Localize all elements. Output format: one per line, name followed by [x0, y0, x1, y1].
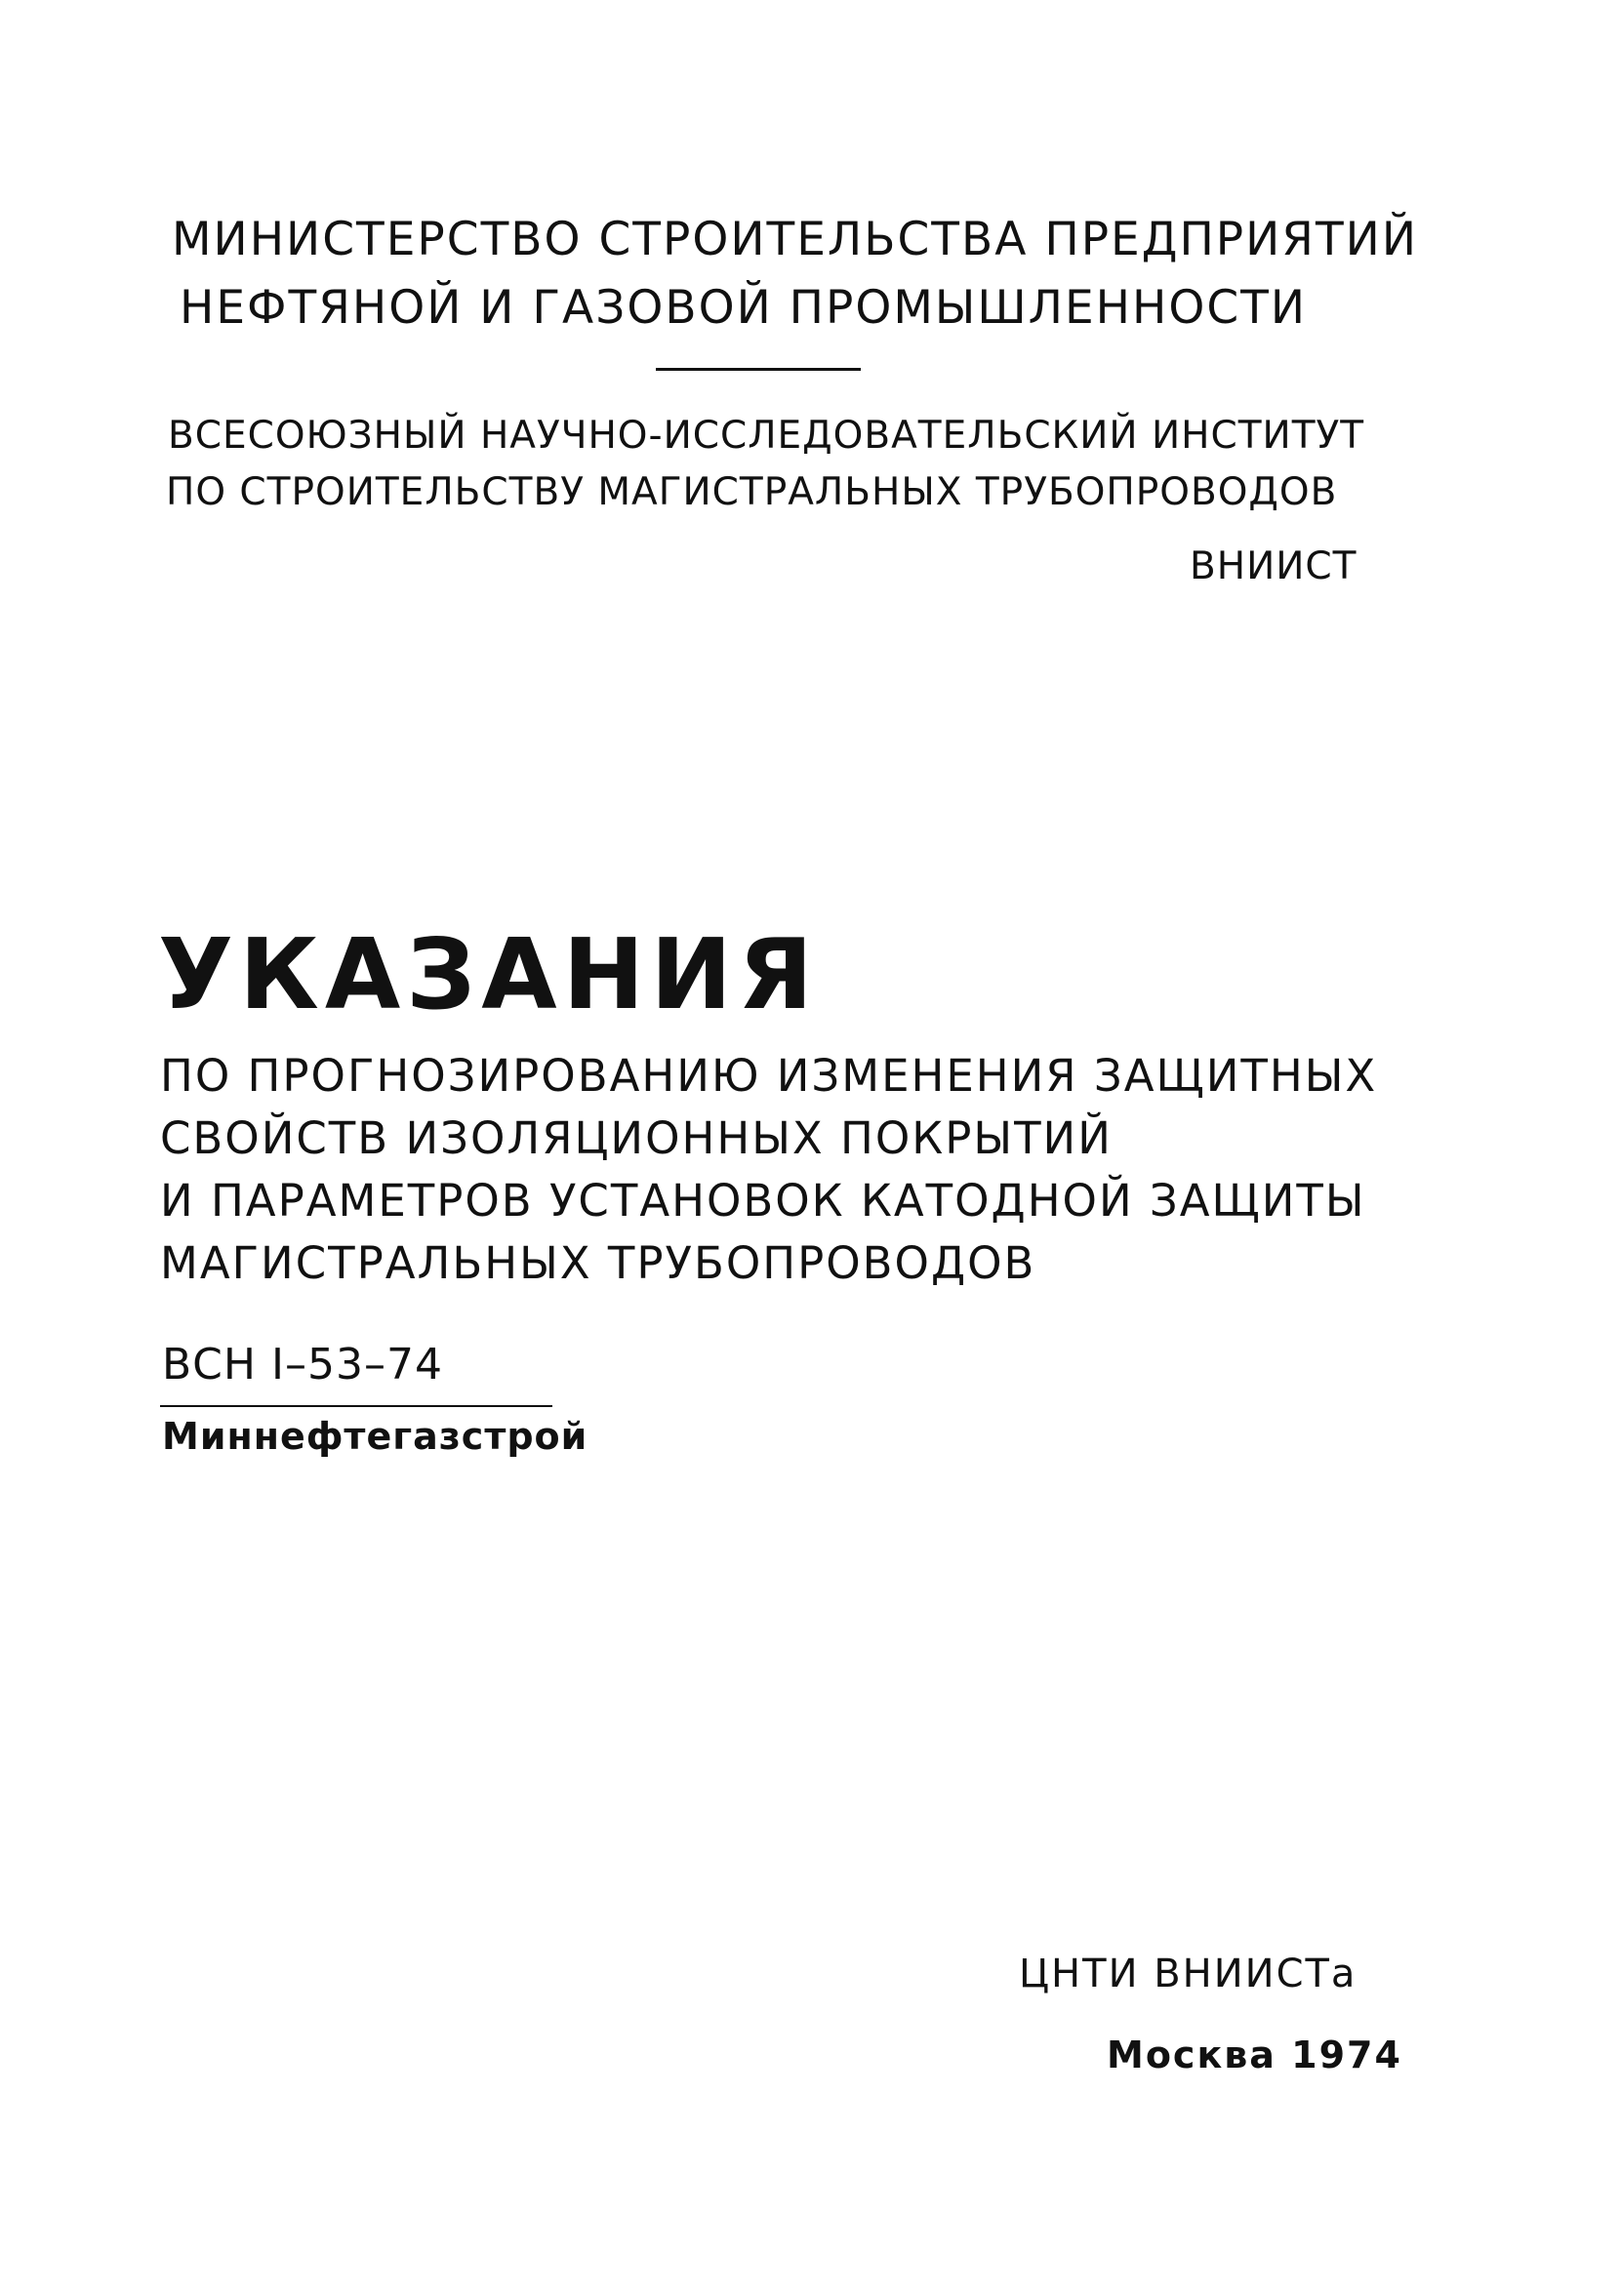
- ministry-line-2: НЕФТЯНОЙ И ГАЗОВОЙ ПРОМЫШЛЕННОСТИ: [180, 281, 1308, 335]
- subtitle-line-3: И ПАРАМЕТРОВ УСТАНОВОК КАТОДНОЙ ЗАЩИТЫ: [160, 1175, 1366, 1227]
- institute-line-1: ВСЕСОЮЗНЫЙ НАУЧНО-ИССЛЕДОВАТЕЛЬСКИЙ ИНСТИТУТ: [168, 414, 1365, 458]
- issuing-organization: Миннефтегазстрой: [162, 1415, 588, 1458]
- city-year: Москва 1974: [1107, 2034, 1402, 2076]
- subtitle-line-1: ПО ПРОГНОЗИРОВАНИЮ ИЗМЕНЕНИЯ ЗАЩИТНЫХ: [160, 1050, 1378, 1102]
- institute-line-2: ПО СТРОИТЕЛЬСТВУ МАГИСТРАЛЬНЫХ ТРУБОПРОВОДОВ: [166, 470, 1338, 514]
- document-title: УКАЗАНИЯ: [158, 917, 820, 1031]
- header-divider: [656, 368, 861, 371]
- code-underline: [160, 1405, 552, 1407]
- document-code: ВСН I–53–74: [162, 1340, 443, 1390]
- subtitle-line-2: СВОЙСТВ ИЗОЛЯЦИОННЫХ ПОКРЫТИЙ: [160, 1112, 1113, 1164]
- subtitle-line-4: МАГИСТРАЛЬНЫХ ТРУБОПРОВОДОВ: [160, 1237, 1036, 1289]
- institute-abbreviation: ВНИИСТ: [1190, 544, 1358, 588]
- ministry-line-1: МИНИСТЕРСТВО СТРОИТЕЛЬСТВА ПРЕДПРИЯТИЙ: [172, 213, 1418, 266]
- publisher: ЦНТИ ВНИИСТа: [1019, 1952, 1358, 1996]
